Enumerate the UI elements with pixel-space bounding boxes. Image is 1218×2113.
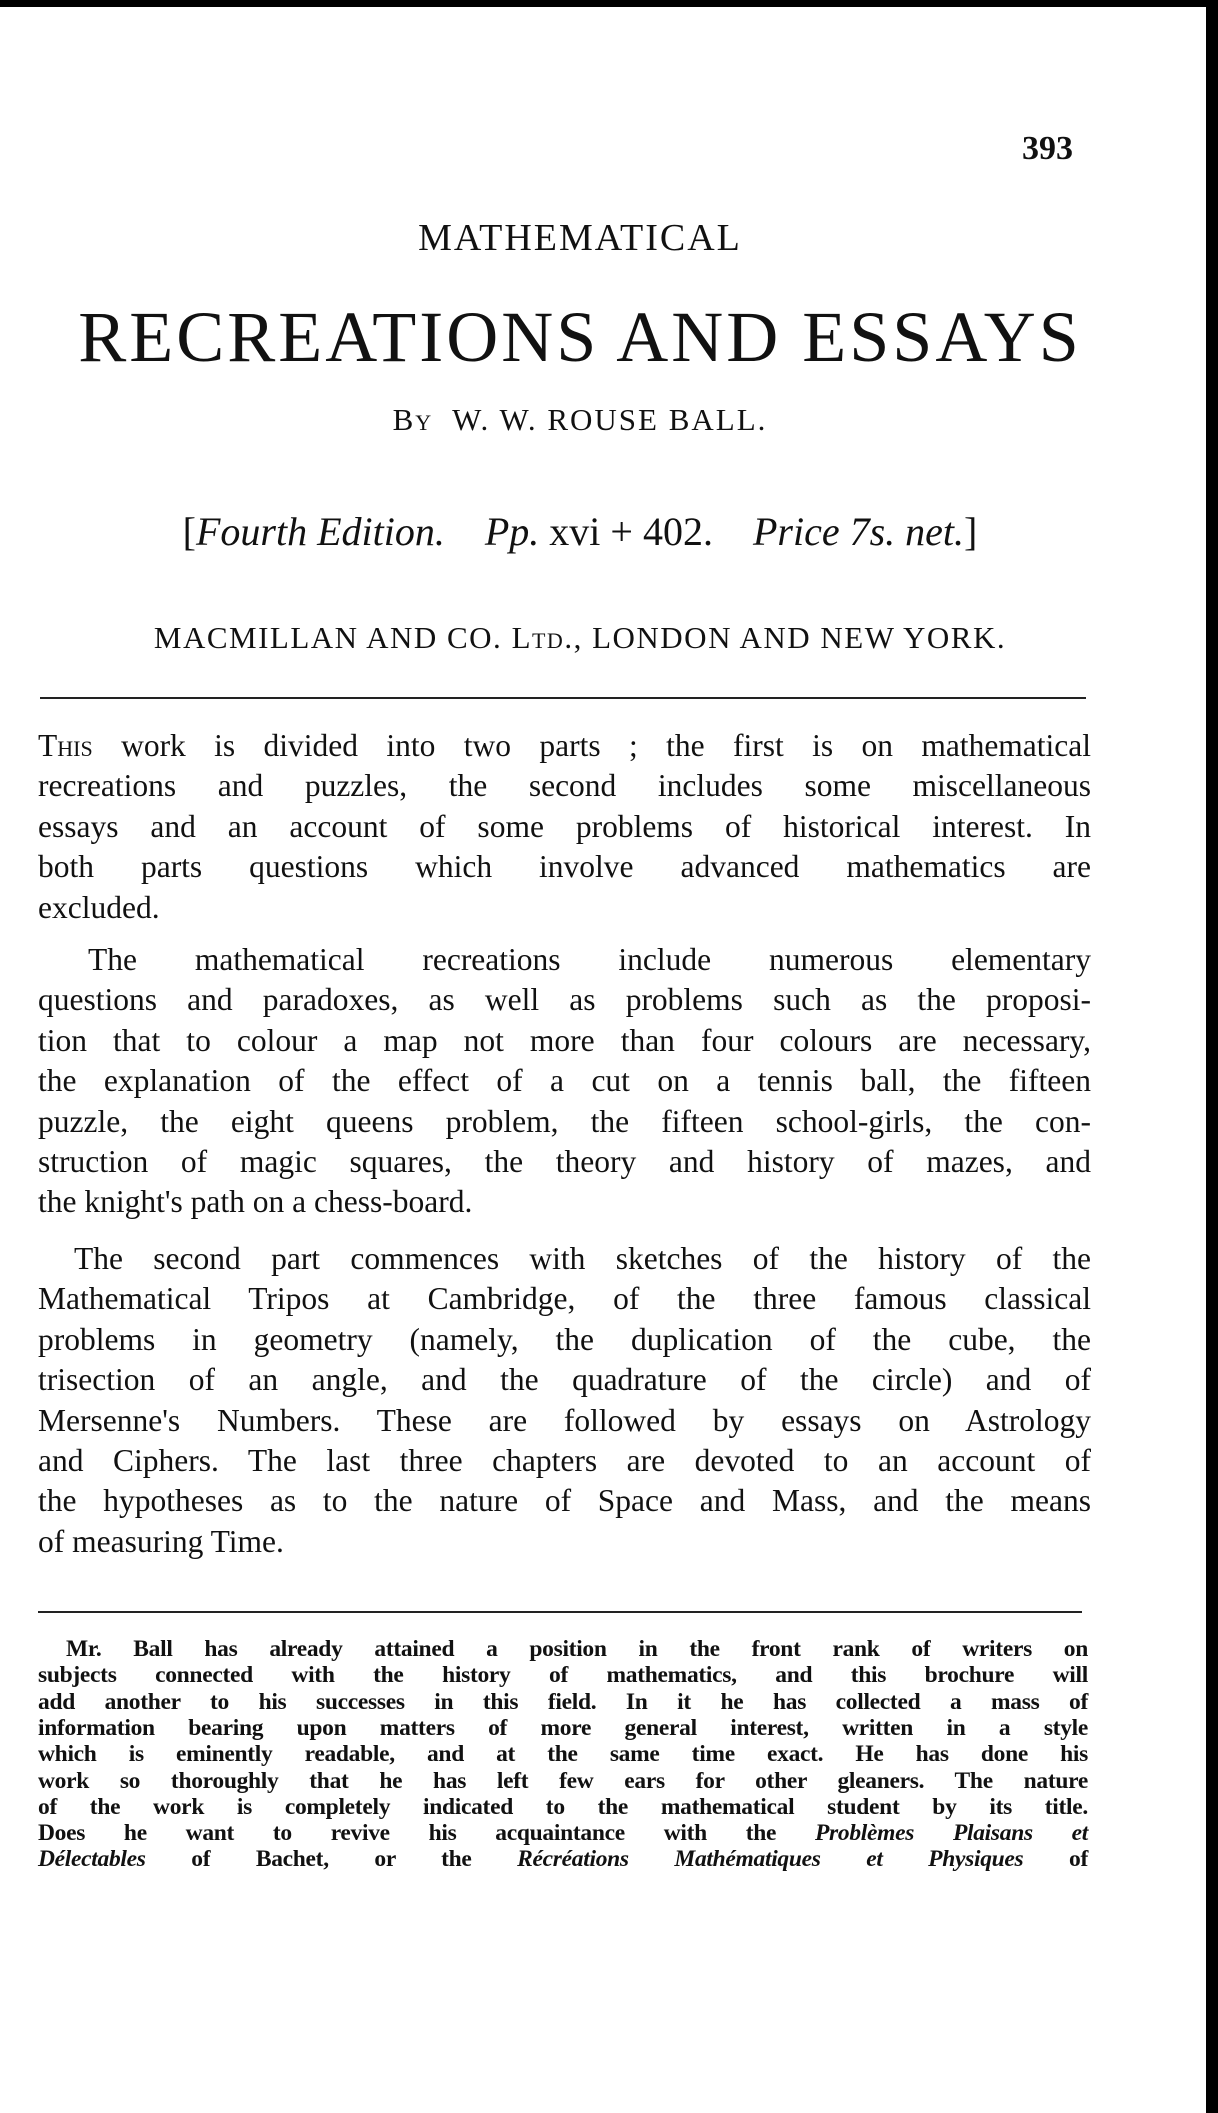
review-text: which is eminently readable, and at the same time exact. He has done his: [38, 1741, 1088, 1768]
publisher-name: MACMILLAN AND CO.: [153, 620, 503, 655]
review-line: [38, 1689, 1088, 1716]
review-text: Does he want to revive his acquaintance with the: [38, 1820, 815, 1847]
review-line: [38, 1741, 1088, 1768]
review-text: subjects connected with the history of mathematics, and this brochure will: [38, 1662, 1088, 1689]
italic-title: Récréations Mathématiques et Physiques: [517, 1846, 1024, 1873]
review-line: [38, 1846, 1088, 1873]
page-number: 393: [1022, 130, 1073, 167]
paragraph-line: the knight's path on a chess-board.: [38, 1184, 473, 1220]
paragraph-line: trisection of an angle, and the quadrature of the circle) and of: [38, 1362, 1091, 1398]
italic-title: Problèmes Plaisans et: [815, 1820, 1089, 1847]
review-text: information bearing upon matters of more general interest, written in a style: [38, 1714, 1088, 1741]
paragraph-line: The mathematical recreations include numerous elementary: [88, 942, 1091, 977]
review-line: [38, 1820, 1088, 1847]
paragraph-line: excluded.: [38, 889, 160, 925]
review-text: of: [1023, 1846, 1088, 1873]
review-text: of Bachet, or the: [145, 1846, 518, 1873]
price: Price 7s. net.: [752, 509, 965, 554]
publisher-ltd: Ltd.: [511, 620, 574, 655]
review-line: [66, 1636, 1088, 1663]
paragraph-line: Mathematical Tripos at Cambridge, of the three famous classical: [38, 1281, 1091, 1317]
paragraph-line: the explanation of the effect of a cut on a tennis ball, the fifteen: [38, 1063, 1091, 1099]
paragraph-line: recreations and puzzles, the second includes some miscellaneous: [38, 768, 1091, 804]
paragraph-line: struction of magic squares, the theory and history of mazes, and: [38, 1144, 1091, 1179]
paragraph-line: This work is divided into two parts ; the first is on mathematical: [38, 728, 1091, 763]
divider-bottom: [38, 1611, 1082, 1613]
pages-label: Pp.: [484, 509, 540, 554]
title-line-2: RECREATIONS AND ESSAYS: [78, 297, 1082, 377]
review-line: [38, 1662, 1088, 1689]
paragraph-line: puzzle, the eight queens problem, the fifteen school-girls, the con-: [38, 1103, 1091, 1139]
title-line-1: MATHEMATICAL: [418, 217, 742, 259]
byline-author: W. W. ROUSE BALL.: [452, 402, 768, 437]
paragraph-line: questions and paradoxes, as well as problems such as the proposi-: [38, 982, 1091, 1018]
paragraph-line: Mersenne's Numbers. These are followed by essays on Astrology: [38, 1402, 1091, 1438]
review-text: Mr. Ball has already attained a position in the front rank of writers on: [66, 1636, 1088, 1662]
publisher-location: , LONDON AND NEW YORK.: [573, 620, 1007, 655]
scan-right-edge: [1206, 0, 1218, 2113]
publisher: [0, 620, 1160, 656]
edition: Fourth Edition.: [195, 509, 445, 554]
review-line: [38, 1768, 1088, 1795]
paragraph-line: and Ciphers. The last three chapters are devoted to an account of: [38, 1443, 1091, 1478]
paragraph-line: tion that to colour a map not more than four colours are necessary,: [38, 1022, 1091, 1058]
paragraph-line: The second part commences with sketches of the history of the: [74, 1241, 1091, 1276]
paragraph-line: both parts questions which involve advanced mathematics are: [38, 849, 1091, 885]
scan-top-edge: [0, 0, 1218, 7]
pages: xvi + 402.: [549, 509, 713, 554]
review-line: [38, 1715, 1088, 1742]
review-text: work so thoroughly that he has left few ears for other gleaners. The nature: [38, 1767, 1088, 1794]
edition-info: [Fourth Edition. Pp. xvi + 402. Price 7s. net.]: [182, 509, 978, 554]
italic-title: Délectables: [38, 1846, 146, 1873]
paragraph-line: the hypotheses as to the nature of Space and Mass, and the means: [38, 1483, 1091, 1519]
byline: [0, 402, 1160, 438]
review-line: [38, 1794, 1088, 1821]
review-text: add another to his successes in this field. In it he has collected a mass of: [38, 1688, 1088, 1715]
paragraph-line: problems in geometry (namely, the duplication of the cube, the: [38, 1321, 1091, 1357]
paragraph-line: of measuring Time.: [38, 1523, 284, 1559]
paragraph-line: essays and an account of some problems of historical interest. In: [38, 808, 1091, 844]
divider-top: [40, 697, 1086, 699]
byline-prefix: By: [392, 402, 434, 437]
review-text: of the work is completely indicated to the mathematical student by its title.: [38, 1793, 1088, 1820]
